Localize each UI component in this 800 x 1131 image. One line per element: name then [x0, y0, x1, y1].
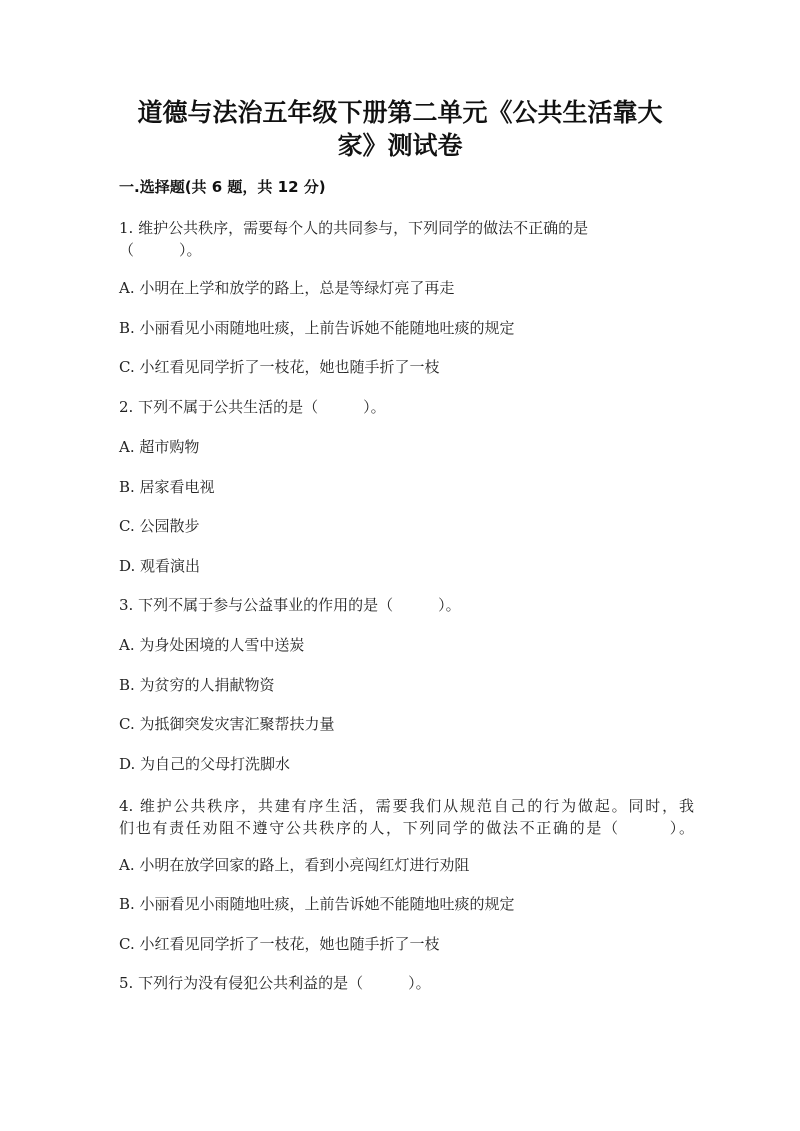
question-5-stem: 5. 下列行为没有侵犯公共利益的是（ ）。 — [119, 974, 431, 992]
question-2-option-b: B. 居家看电视 — [119, 478, 215, 496]
question-1-stem-line-1: 1. 维护公共秩序，需要每个人的共同参与，下列同学的做法不正确的是 — [119, 219, 589, 237]
document-title-line-1: 道德与法治五年级下册第二单元《公共生活靠大 — [137, 98, 663, 127]
question-4-option-b: B. 小丽看见小雨随地吐痰，上前告诉她不能随地吐痰的规定 — [119, 895, 515, 913]
question-2-option-c: C. 公园散步 — [119, 517, 200, 535]
question-3-option-b: B. 为贫穷的人捐献物资 — [119, 676, 275, 694]
question-3-option-d: D. 为自己的父母打洗脚水 — [119, 755, 291, 773]
question-1-stem-line-2: （ ）。 — [119, 241, 202, 259]
question-2-option-d: D. 观看演出 — [119, 557, 201, 575]
question-1-option-c: C. 小红看见同学折了一枝花，她也随手折了一枝 — [119, 358, 440, 376]
question-4-stem-line-2: 们也有责任劝阻不遵守公共秩序的人，下列同学的做法不正确的是（ ）。 — [119, 819, 694, 837]
question-1-option-b: B. 小丽看见小雨随地吐痰，上前告诉她不能随地吐痰的规定 — [119, 319, 515, 337]
question-2-stem: 2. 下列不属于公共生活的是（ ）。 — [119, 398, 386, 416]
question-3-option-a: A. 为身处困境的人雪中送炭 — [119, 636, 305, 654]
question-4-stem-line-1: 4. 维护公共秩序，共建有序生活，需要我们从规范自己的行为做起。同时，我 — [119, 797, 694, 815]
question-1-option-a: A. 小明在上学和放学的路上，总是等绿灯亮了再走 — [119, 279, 455, 297]
question-3-stem: 3. 下列不属于参与公益事业的作用的是（ ）。 — [119, 596, 461, 614]
section-heading-multiple-choice: 一.选择题(共 6 题，共 12 分) — [119, 178, 326, 196]
question-3-option-c: C. 为抵御突发灾害汇聚帮扶力量 — [119, 715, 335, 733]
question-4-option-a: A. 小明在放学回家的路上，看到小亮闯红灯进行劝阻 — [119, 856, 470, 874]
question-2-option-a: A. 超市购物 — [119, 438, 200, 456]
question-4-option-c: C. 小红看见同学折了一枝花，她也随手折了一枝 — [119, 935, 440, 953]
document-title-line-2: 家》测试卷 — [337, 131, 463, 160]
